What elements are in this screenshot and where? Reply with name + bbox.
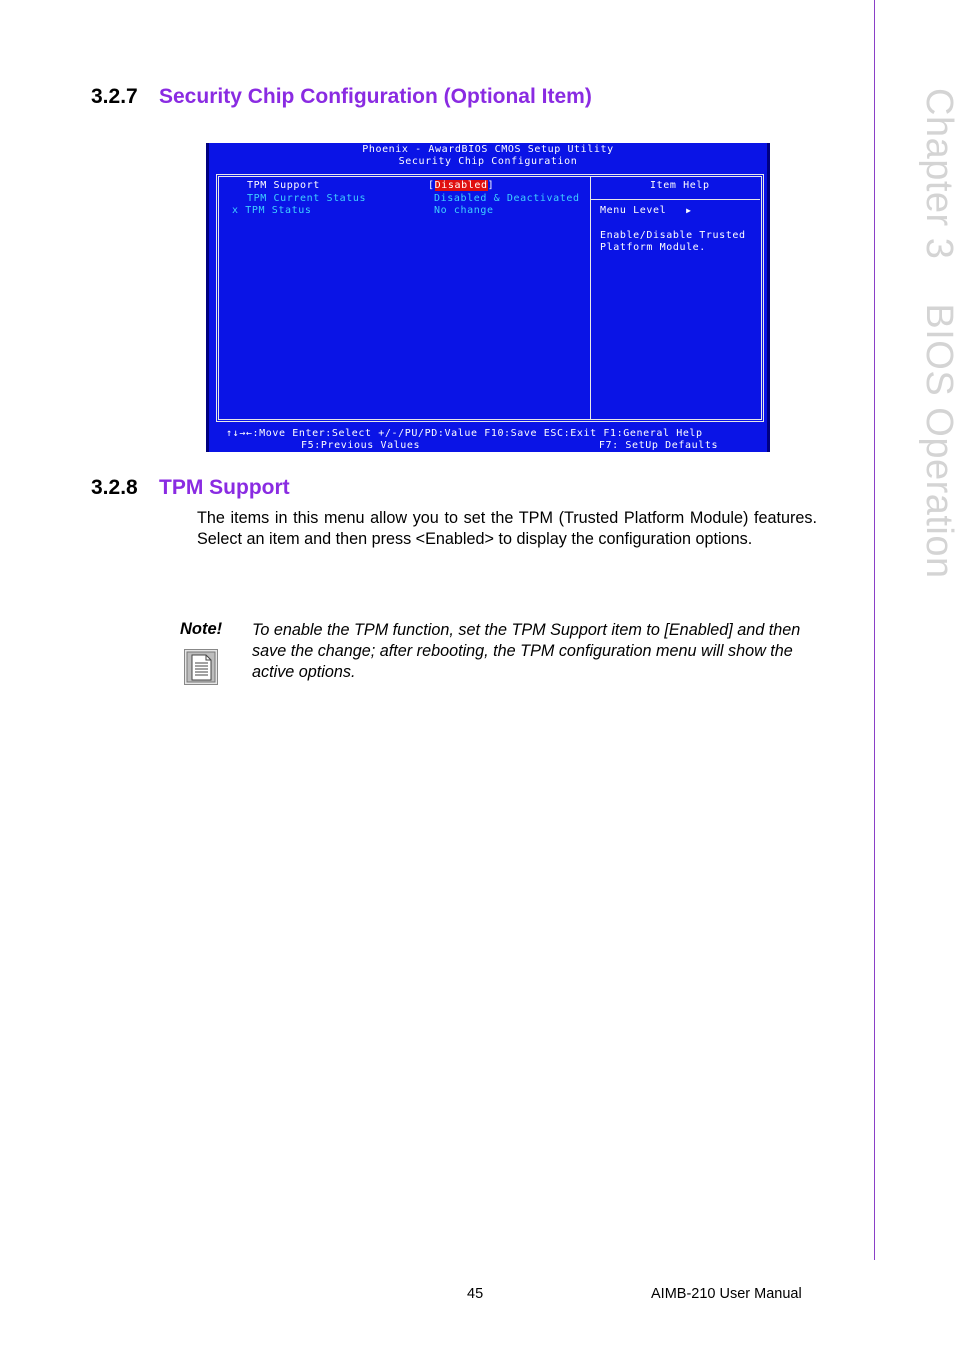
bios-item-value: No change: [434, 205, 494, 216]
bios-screenshot: [206, 143, 770, 452]
section-heading-328: [91, 476, 290, 500]
note-text: To enable the TPM function, set the TPM Support item to [Enabled] and then save the change; after rebooting, the TPM configuration menu will show the active options.: [252, 621, 801, 681]
bios-keys-line-2: F5:Previous Values F7: SetUp Defaults: [301, 440, 719, 451]
menu-level-label: Menu Level: [600, 205, 667, 216]
section-title: TPM Support: [159, 476, 290, 499]
bios-item-tpm-current-status: [247, 193, 366, 205]
bios-subtitle: Security Chip Configuration: [398, 156, 578, 167]
chapter-sidebar: [900, 88, 960, 579]
section-number: 3.2.7: [91, 85, 138, 108]
document-note-icon: [184, 649, 218, 685]
section-heading-327: [91, 85, 592, 109]
bios-help-desc-2: Platform Module.: [600, 242, 706, 253]
side-rule: [874, 0, 875, 1260]
chapter-section: BIOS Operation: [918, 303, 960, 579]
section-title: Security Chip Configuration (Optional Item): [159, 85, 592, 108]
bios-item-label: TPM Status: [245, 205, 312, 216]
bracket-close: ]: [487, 180, 495, 191]
bios-selected-value: Disabled: [434, 180, 488, 191]
bios-item-marker: x: [232, 205, 239, 216]
bios-help-separator: [591, 199, 760, 200]
bios-item-tpm-support[interactable]: [247, 180, 320, 192]
note-label: Note!: [180, 620, 223, 638]
bios-item-tpm-status-value: [434, 205, 494, 217]
bios-help-desc-1: Enable/Disable Trusted: [600, 230, 746, 241]
bios-item-label: TPM Current Status: [247, 193, 367, 204]
bios-keys-line-1: ↑↓→←:Move Enter:Select +/-/PU/PD:Value F10:Save ESC:Exit F1:General Help: [226, 428, 703, 439]
bios-title: Phoenix - AwardBIOS CMOS Setup Utility: [362, 144, 614, 155]
body-paragraph: The items in this menu allow you to set the TPM (Trusted Platform Module) features. Select an item and then press <Enabled> to display the configuration options.: [197, 509, 817, 548]
bios-item-value: Disabled & Deactivated: [434, 193, 580, 204]
bios-help-divider: [590, 176, 591, 420]
bracket-open: [: [428, 180, 435, 191]
bios-help-header: Item Help: [650, 180, 710, 191]
arrow-right-icon: ▶: [686, 206, 692, 215]
chapter-label: Chapter 3: [918, 88, 960, 260]
bios-item-tpm-support-value[interactable]: [428, 180, 494, 192]
bios-item-label: TPM Support: [247, 180, 320, 191]
page-number: 45: [467, 1286, 484, 1302]
manual-title: AIMB-210 User Manual: [651, 1286, 802, 1302]
bios-item-tpm-status: [232, 205, 311, 217]
bios-item-tpm-current-status-value: [434, 193, 580, 205]
bios-menu-level: [600, 205, 692, 217]
section-number: 3.2.8: [91, 476, 138, 499]
